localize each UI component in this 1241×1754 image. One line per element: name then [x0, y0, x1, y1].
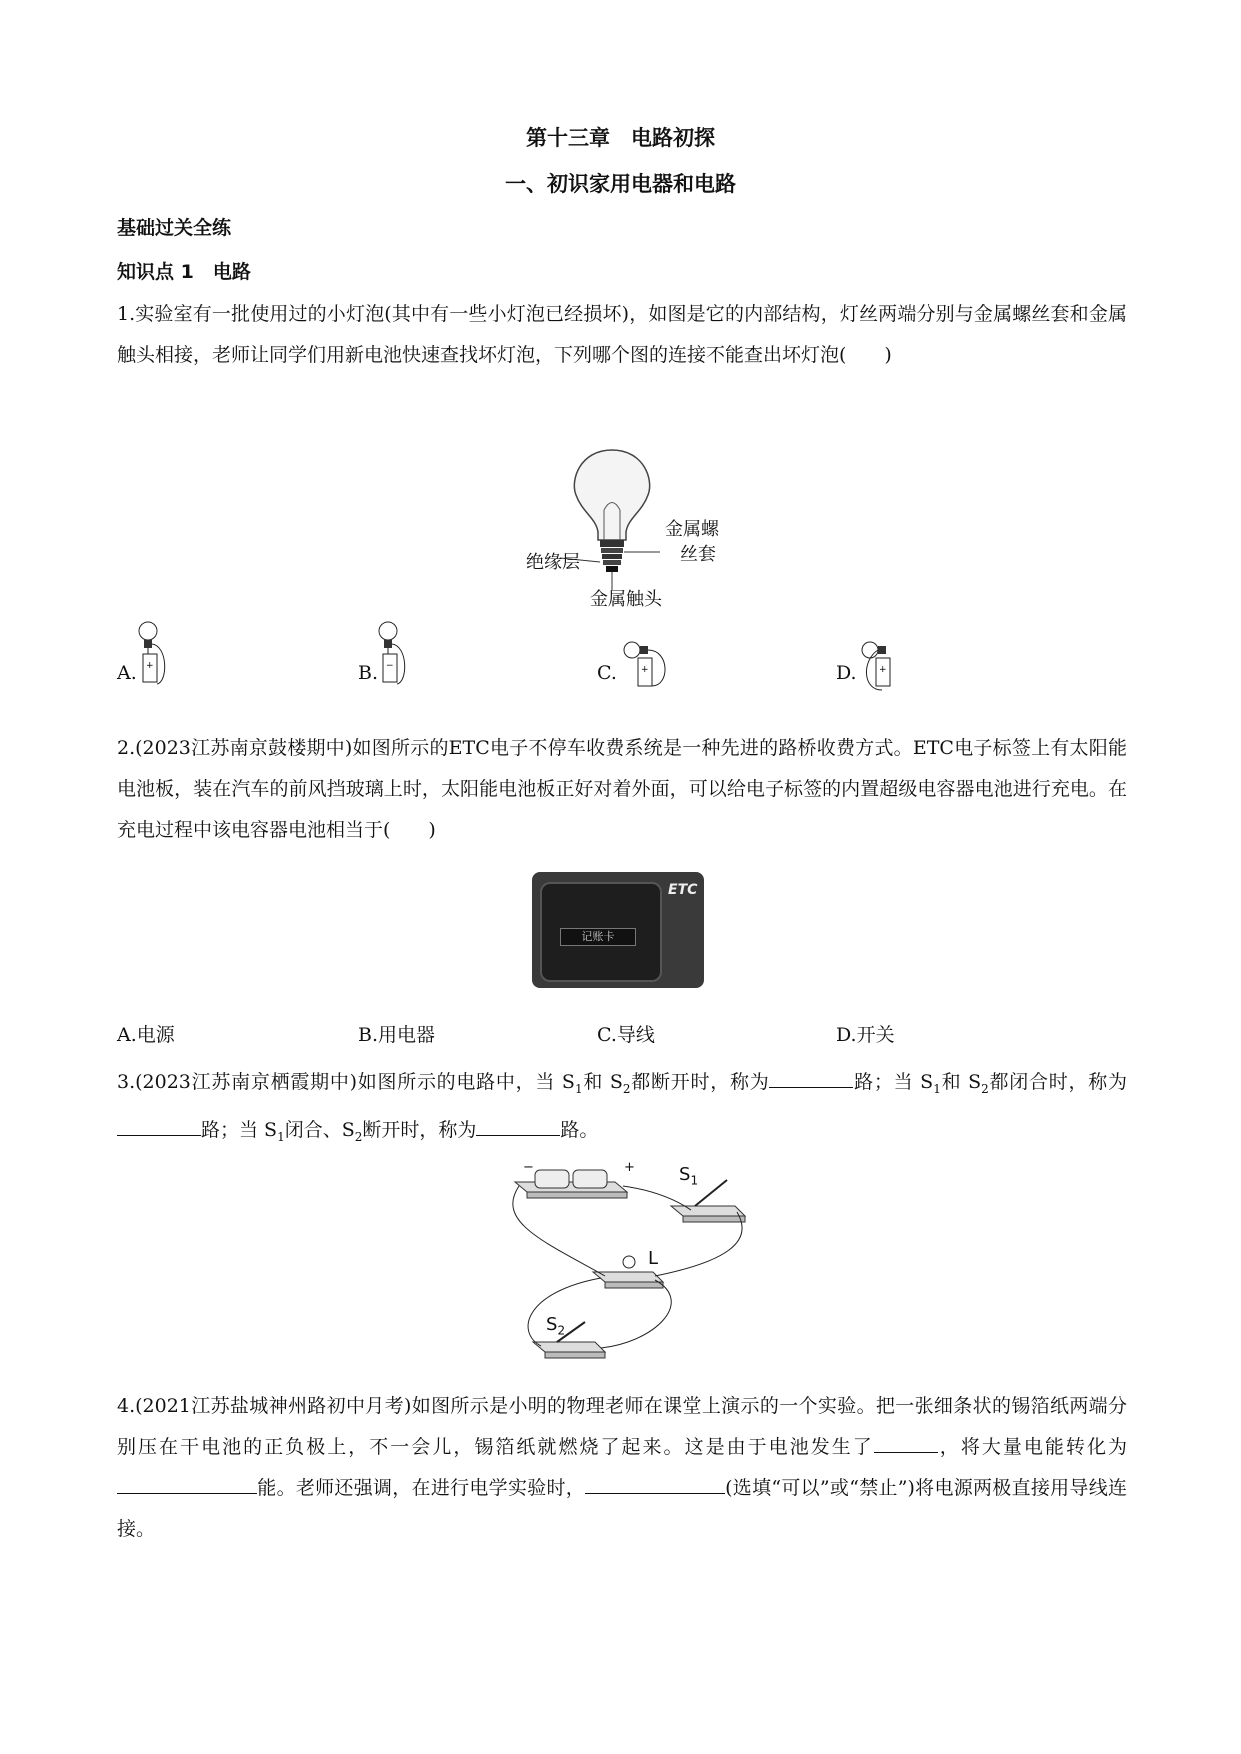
etc-logo: ETC	[668, 882, 698, 898]
etc-device-figure	[532, 872, 704, 988]
q4-part-2: ，将大量电能转化为	[937, 1436, 1127, 1458]
label-contact: 金属触头	[590, 589, 662, 610]
q4-part-4: (选填“可以”或“禁止”)将电源两极直接用导线连接。	[117, 1477, 1127, 1540]
svg-text:+: +	[146, 661, 154, 671]
circuit-minus-label: −	[523, 1160, 534, 1175]
question-2-text: 2.(2023江苏南京鼓楼期中)如图所示的ETC电子不停车收费系统是一种先进的路桥收费方式。ETC电子标签上有太阳能电池板，装在汽车的前风挡玻璃上时，太阳能电池板正好对着外面，可以给电子标签的内置超级电容器电池进行充电。在充电过程中该电容器电池相当于( )	[117, 737, 1127, 841]
q3-part-9: 断开时，称为	[362, 1118, 477, 1141]
q3-part-7: 路；当 S	[201, 1118, 278, 1141]
q3-part-2: 和 S	[582, 1071, 623, 1093]
q3-sub-s2a: 2	[622, 1081, 631, 1096]
q1-option-a-figure	[134, 618, 174, 698]
q3-sub-s2b: 2	[981, 1081, 989, 1096]
q1-option-d-figure	[858, 640, 918, 700]
q3-part-10: 路。	[560, 1118, 599, 1141]
label-screw-line2: 丝套	[680, 544, 716, 565]
q3-sub-s1a: 1	[574, 1081, 583, 1096]
q1-option-d-label: D.	[836, 662, 857, 684]
q2-option-c: C.导线	[597, 1024, 655, 1046]
q1-option-a-label: A.	[117, 662, 137, 684]
svg-text:−: −	[386, 661, 394, 671]
svg-text:+: +	[641, 665, 649, 675]
question-4-text	[117, 1386, 1127, 1550]
q3-sub-s2c: 2	[354, 1129, 363, 1144]
label-insulation: 绝缘层	[526, 552, 580, 573]
section-title: 一、初识家用电器和电路	[505, 172, 736, 196]
q3-answer-blank-3[interactable]	[476, 1115, 560, 1136]
q4-part-3: 能。老师还强调，在进行电学实验时，	[257, 1477, 586, 1499]
q3-part-3: 都断开时，称为	[630, 1071, 770, 1093]
q3-answer-blank-1[interactable]	[769, 1067, 853, 1088]
q2-option-d: D.开关	[836, 1024, 895, 1046]
question-3-text	[117, 1062, 1127, 1158]
circuit-s1-label: $S_1$	[679, 1164, 699, 1188]
q1-option-b-figure	[374, 618, 414, 698]
q2-option-a: A.电源	[117, 1024, 175, 1046]
q3-part-8: 闭合、S	[284, 1118, 355, 1141]
circuit-s2-label: $S_2$	[546, 1314, 566, 1338]
q1-option-b-label: B.	[358, 662, 379, 684]
q1-option-c-label: C.	[597, 662, 617, 684]
q3-part-1: 3.(2023江苏南京栖霞期中)如图所示的电路中，当 S	[117, 1071, 575, 1093]
q3-part-5: 和 S	[940, 1071, 982, 1093]
q1-option-c-figure	[620, 640, 680, 700]
etc-panel	[540, 882, 662, 982]
q4-part-1: 4.(2021江苏盐城神州路初中月考)如图所示是小明的物理老师在课堂上演示的一个实验。把一张细条状的锡箔纸两端分别压在干电池的正负极上，不一会儿，锡箔纸就燃烧了起来。这是由于电池发生了	[117, 1395, 1127, 1458]
q3-part-6: 都闭合时，称为	[988, 1071, 1127, 1093]
etc-screen-text: 记账卡	[560, 928, 636, 946]
question-1-text: 1.实验室有一批使用过的小灯泡(其中有一些小灯泡已经损坏)，如图是它的内部结构，灯丝两端分别与金属螺丝套和金属触头相接，老师让同学们用新电池快速查找坏灯泡，下列哪个图的连接不能查出坏灯泡( )	[117, 303, 1127, 366]
knowledge-point-heading: 知识点 1 电路	[117, 261, 251, 283]
q4-answer-blank-2[interactable]	[117, 1473, 257, 1494]
q3-sub-s1c: 1	[277, 1129, 285, 1144]
svg-text:+: +	[879, 665, 887, 675]
q4-answer-blank-3[interactable]	[585, 1473, 725, 1494]
circuit-plus-label: +	[624, 1160, 635, 1175]
q3-answer-blank-2[interactable]	[117, 1115, 201, 1136]
q3-part-4: 路；当 S	[853, 1071, 934, 1093]
q4-answer-blank-1[interactable]	[874, 1432, 938, 1453]
label-screw-line1: 金属螺	[665, 519, 719, 540]
practice-heading: 基础过关全练	[117, 217, 232, 239]
chapter-title: 第十三章 电路初探	[526, 126, 715, 150]
q2-option-b: B.用电器	[358, 1024, 436, 1046]
circuit-lamp-label: L	[648, 1248, 659, 1269]
circuit-figure	[505, 1162, 755, 1362]
q3-sub-s1b: 1	[933, 1081, 941, 1096]
